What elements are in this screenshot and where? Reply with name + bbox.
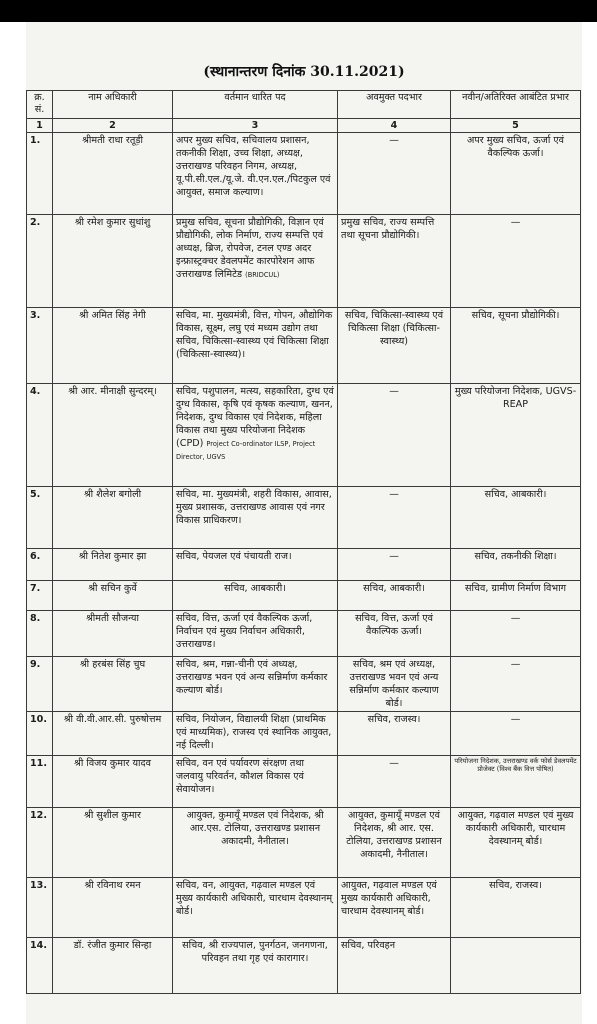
officer-name: श्री शैलेश बगोली	[53, 487, 173, 549]
table-row	[27, 384, 581, 487]
current-post	[173, 384, 338, 487]
relieved-charge: —	[338, 549, 451, 581]
serial-number: 3.	[27, 308, 53, 384]
new-charge: —	[451, 712, 581, 756]
serial-number: 8.	[27, 611, 53, 657]
new-charge: परियोजना निदेशक, उत्तराखण्ड वर्क फोर्स डेवलपमेंट प्रोजेक्ट (विश्व बैंक वित्त पोषित)	[451, 756, 581, 808]
current-post-text: सचिव, मा. मुख्यमंत्री, शहरी विकास, आवास, मुख्य प्रशासक, उत्तराखण्ड आवास एवं नगर विकास प्राधिकरण।	[176, 489, 332, 526]
current-post	[173, 581, 338, 611]
current-post	[173, 215, 338, 308]
serial-number: 10.	[27, 712, 53, 756]
current-post-note: (BRIDCUL)	[245, 271, 280, 279]
table-row	[27, 878, 581, 938]
serial-number: 5.	[27, 487, 53, 549]
serial-number: 14.	[27, 938, 53, 994]
current-post	[173, 611, 338, 657]
relieved-charge: सचिव, वित्त, ऊर्जा एवं वैकल्पिक ऊर्जा।	[338, 611, 451, 657]
serial-number: 13.	[27, 878, 53, 938]
current-post-text: सचिव, आबकारी।	[224, 583, 286, 594]
officer-name: श्री हरबंस सिंह चुघ	[53, 657, 173, 712]
new-charge: —	[451, 611, 581, 657]
serial-number: 1.	[27, 133, 53, 215]
current-post-text: सचिव, मा. मुख्यमंत्री, वित्त, गोपन, औद्योगिक विकास, सूक्ष्म, लघु एवं मध्यम उद्योग तथा सचिव, चिकित्सा-स्वास्थ्य एवं चिकित्सा शिक्षा (चिकित्सा-स्वास्थ्य)।	[176, 310, 333, 360]
current-post-text: अपर मुख्य सचिव, सचिवालय प्रशासन, तकनीकी शिक्षा, उच्च शिक्षा, अध्यक्ष, उत्तराखण्ड परिवहन निगम, अध्यक्ष, यू.पी.सी.एल./यू.जे. वी.एन.एल./पिटकुल एवं आयुक्त, समाज कल्याण।	[176, 135, 331, 198]
current-post	[173, 487, 338, 549]
current-post-text: सचिव, वन, आयुक्त, गढ़वाल मण्डल एवं मुख्य कार्यकारी अधिकारी, चारधाम देवस्थानम् बोर्ड।	[176, 880, 333, 917]
relieved-charge: सचिव, परिवहन	[338, 938, 451, 994]
relieved-charge: सचिव, आबकारी।	[338, 581, 451, 611]
table-row	[27, 938, 581, 994]
current-post	[173, 808, 338, 878]
current-post	[173, 938, 338, 994]
new-charge: सचिव, तकनीकी शिक्षा।	[451, 549, 581, 581]
current-post	[173, 756, 338, 808]
header-relieved-charge: अवमुक्त पदभार	[338, 91, 451, 119]
new-charge: —	[451, 215, 581, 308]
header-officer-name: नाम अधिकारी	[53, 91, 173, 119]
new-charge: सचिव, ग्रामीण निर्माण विभाग	[451, 581, 581, 611]
header-current-post: वर्तमान धारित पद	[173, 91, 338, 119]
table-row	[27, 133, 581, 215]
officer-name: श्रीमती राधा रतूड़ी	[53, 133, 173, 215]
relieved-charge: प्रमुख सचिव, राज्य सम्पत्ति तथा सूचना प्रौद्योगिकी।	[338, 215, 451, 308]
header-new-charge: नवीन/अतिरिक्त आबंटित प्रभार	[451, 91, 581, 119]
table-row	[27, 581, 581, 611]
relieved-charge: सचिव, श्रम एवं अध्यक्ष, उत्तराखण्ड भवन एवं अन्य सन्निर्माण कर्मकार कल्याण बोर्ड।	[338, 657, 451, 712]
new-charge: मुख्य परियोजना निदेशक, UGVS-REAP	[451, 384, 581, 487]
officer-name: श्री विजय कुमार यादव	[53, 756, 173, 808]
table-row	[27, 657, 581, 712]
new-charge: —	[451, 657, 581, 712]
officer-name: श्री वी.वी.आर.सी. पुरुषोत्तम	[53, 712, 173, 756]
current-post-text: सचिव, नियोजन, विद्यालयी शिक्षा (प्राथमिक एवं माध्यमिक), राजस्व एवं स्थानिक आयुक्त, नई दिल्ली।	[176, 714, 332, 751]
relieved-charge: —	[338, 756, 451, 808]
current-post	[173, 657, 338, 712]
relieved-charge: आयुक्त, गढ़वाल मण्डल एवं मुख्य कार्यकारी अधिकारी, चारधाम देवस्थानम् बोर्ड।	[338, 878, 451, 938]
table-row	[27, 611, 581, 657]
serial-number: 7.	[27, 581, 53, 611]
current-post-text: सचिव, श्री राज्यपाल, पुनर्गठन, जनगणना, परिवहन तथा गृह एवं कारागार।	[182, 940, 328, 964]
new-charge: सचिव, राजस्व।	[451, 878, 581, 938]
serial-number: 4.	[27, 384, 53, 487]
current-post	[173, 549, 338, 581]
column-number: 5	[451, 119, 581, 133]
relieved-charge: —	[338, 133, 451, 215]
table-row	[27, 712, 581, 756]
column-number: 2	[53, 119, 173, 133]
current-post	[173, 308, 338, 384]
serial-number: 9.	[27, 657, 53, 712]
current-post-text: सचिव, पशुपालन, मत्स्य, सहकारिता, दुग्ध एवं दुग्ध विकास, कृषि एवं कृषक कल्याण, खनन, निदेशक, दुग्ध विकास एवं निदेशक, महिला विकास तथा मुख्य परियोजना निदेशक (CPD)	[176, 386, 334, 449]
relieved-charge: सचिव, राजस्व।	[338, 712, 451, 756]
current-post-text: सचिव, पेयजल एवं पंचायती राज।	[176, 551, 292, 562]
column-number: 4	[338, 119, 451, 133]
table-row	[27, 308, 581, 384]
current-post-text: सचिव, श्रम, गन्ना-चीनी एवं अध्यक्ष, उत्तराखण्ड भवन एवं अन्य सन्निर्माण कर्मकार कल्याण बोर्ड।	[176, 659, 328, 696]
serial-number: 6.	[27, 549, 53, 581]
current-post-text: सचिव, वित्त, ऊर्जा एवं वैकल्पिक ऊर्जा, निर्वाचन एवं मुख्य निर्वाचन अधिकारी, उत्तराखण्ड।	[176, 613, 313, 650]
table-row	[27, 756, 581, 808]
column-number: 3	[173, 119, 338, 133]
relieved-charge: आयुक्त, कुमायूँ मण्डल एवं निदेशक, श्री आर. एस. टोलिया, उत्तराखण्ड प्रशासन अकादमी, नैनीताल।	[338, 808, 451, 878]
officer-name: श्री रविनाथ रमन	[53, 878, 173, 938]
serial-number: 11.	[27, 756, 53, 808]
table-row	[27, 487, 581, 549]
officer-name: श्री रमेश कुमार सुधांशु	[53, 215, 173, 308]
current-post-note: Project Co-ordinator ILSP, Project Director, UGVS	[176, 440, 316, 461]
table-row	[27, 549, 581, 581]
header-row	[27, 91, 581, 119]
current-post	[173, 712, 338, 756]
officer-name: श्री सचिन कुर्वे	[53, 581, 173, 611]
current-post	[173, 133, 338, 215]
officer-name: श्री आर. मीनाक्षी सुन्दरम्।	[53, 384, 173, 487]
table-row	[27, 215, 581, 308]
officer-name: श्री सुशील कुमार	[53, 808, 173, 878]
serial-number: 12.	[27, 808, 53, 878]
document-title: (स्थानान्तरण दिनांक 30.11.2021)	[203, 64, 405, 80]
officer-name: श्रीमती सौजन्या	[53, 611, 173, 657]
officer-name: श्री अमित सिंह नेगी	[53, 308, 173, 384]
transfer-table	[26, 90, 581, 994]
current-post-text: आयुक्त, कुमायूँ मण्डल एवं निदेशक, श्री आर.एस. टोलिया, उत्तराखण्ड प्रशासन अकादमी, नैनीताल।	[186, 810, 324, 847]
top-black-bar	[0, 0, 597, 22]
serial-number: 2.	[27, 215, 53, 308]
relieved-charge: —	[338, 384, 451, 487]
column-number-row	[27, 119, 581, 133]
new-charge	[451, 938, 581, 994]
document-page	[26, 22, 582, 1024]
header-serial: क्र. सं.	[27, 91, 53, 119]
new-charge: सचिव, सूचना प्रौद्योगिकी।	[451, 308, 581, 384]
officer-name: डॉ. रंजीत कुमार सिन्हा	[53, 938, 173, 994]
table-row	[27, 808, 581, 878]
column-number: 1	[27, 119, 53, 133]
new-charge: सचिव, आबकारी।	[451, 487, 581, 549]
current-post	[173, 878, 338, 938]
current-post-text: प्रमुख सचिव, सूचना प्रौद्योगिकी, विज्ञान एवं प्रौद्योगिकी, लोक निर्माण, राज्य सम्पत्ति एवं अध्यक्ष, ब्रिज, रोपवेज, टनल एण्ड अदर इन्फ्रास्ट्रक्चर डेवलपमेंट कारपोरेशन आफ उत्तराखण्ड लिमिटेड	[176, 217, 324, 280]
new-charge: अपर मुख्य सचिव, ऊर्जा एवं वैकल्पिक ऊर्जा।	[451, 133, 581, 215]
officer-name: श्री नितेश कुमार झा	[53, 549, 173, 581]
relieved-charge: —	[338, 487, 451, 549]
new-charge: आयुक्त, गढ़वाल मण्डल एवं मुख्य कार्यकारी अधिकारी, चारधाम देवस्थानम् बोर्ड।	[451, 808, 581, 878]
current-post-text: सचिव, वन एवं पर्यावरण संरक्षण तथा जलवायु परिवर्तन, कौशल विकास एवं सेवायोजन।	[176, 758, 304, 795]
relieved-charge: सचिव, चिकित्सा-स्वास्थ्य एवं चिकित्सा शिक्षा (चिकित्सा-स्वास्थ्य)	[338, 308, 451, 384]
